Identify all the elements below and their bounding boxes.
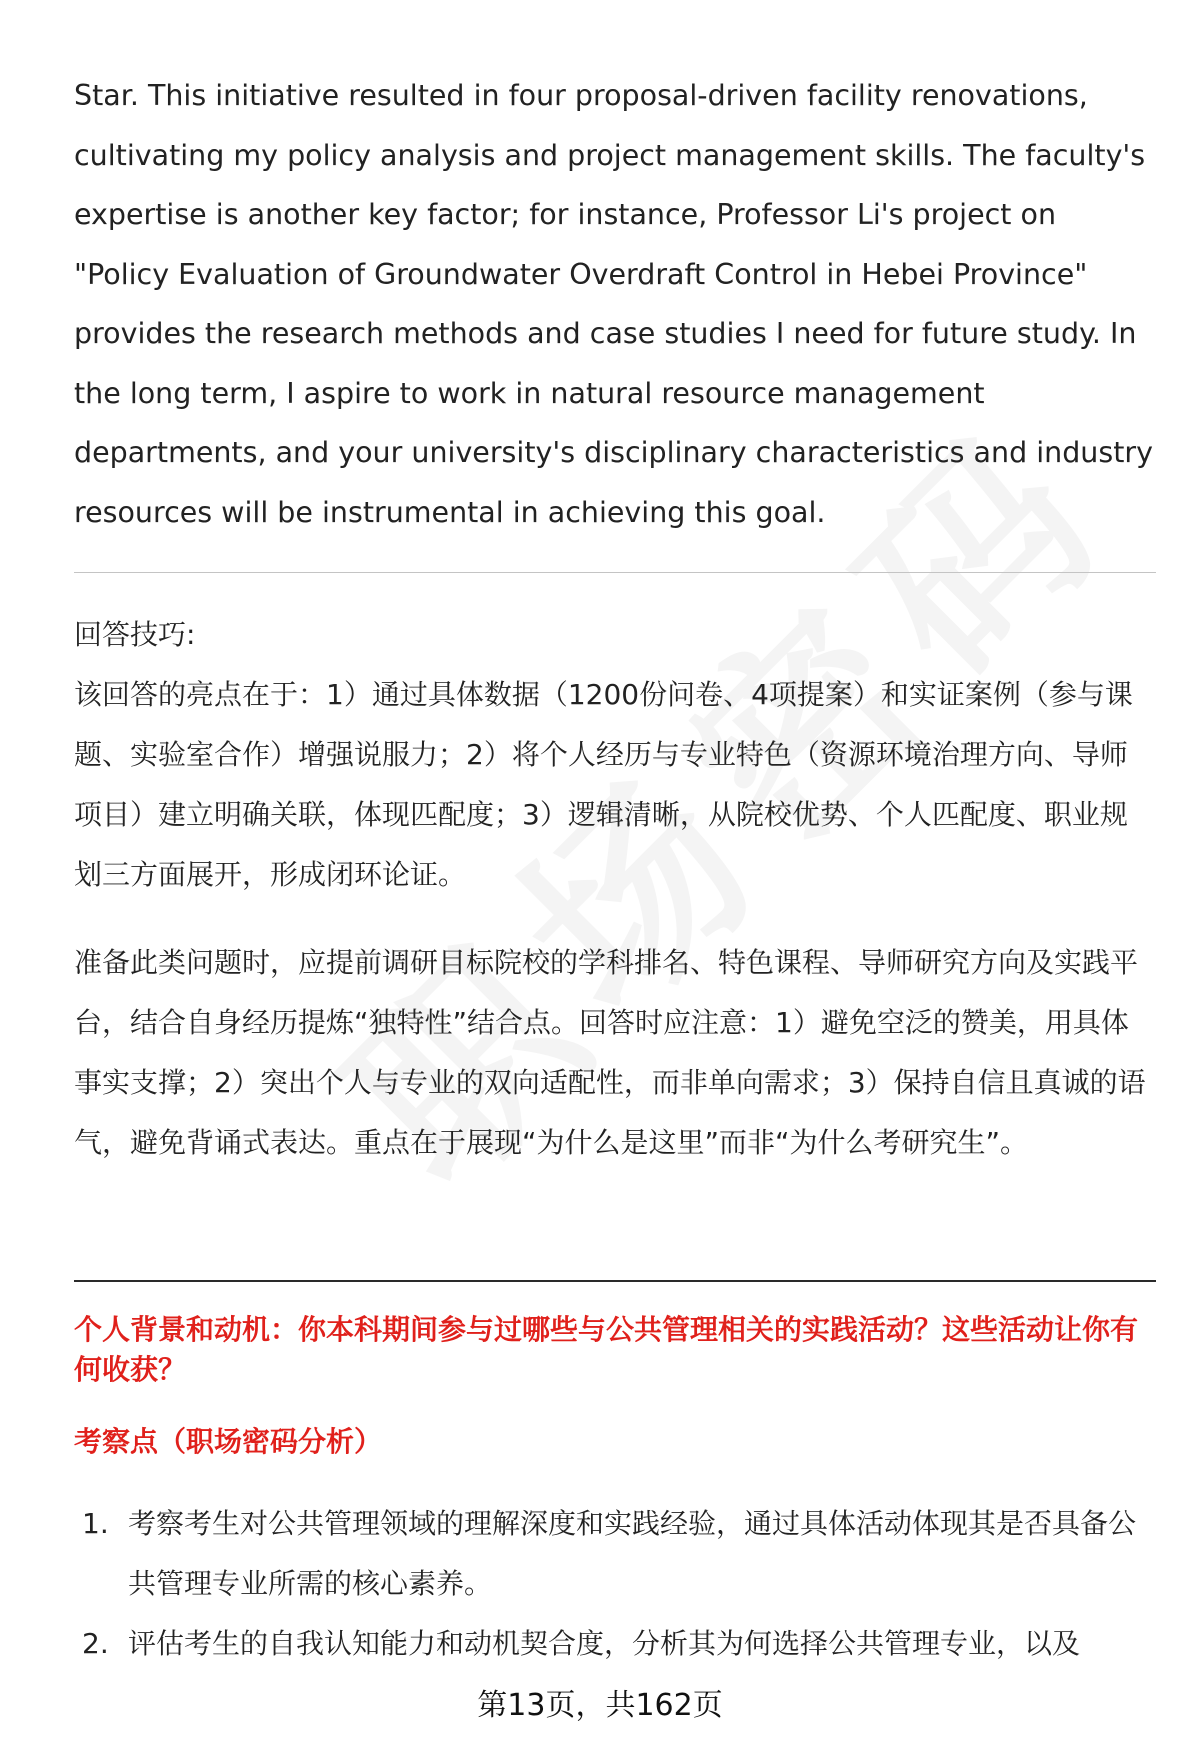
assessment-list [74, 1494, 1156, 1674]
english-paragraph: Star. This initiative resulted in four proposal-driven facility renovations, cultivating my policy analysis and project management skills. The faculty's expertise is another key factor; for instance, Professor Li's project on "Policy Evaluation of Groundwater Overdraft Control in Hebei Province" provides the research methods and case studies I need for future study. In the long term, I aspire to work in natural resource management departments, and your university's disciplinary characteristics and industry resources will be instrumental in achieving this goal. [74, 79, 1153, 529]
question-heading: 个人背景和动机：你本科期间参与过哪些与公共管理相关的实践活动？这些活动让你有何收获？ [74, 1313, 1139, 1386]
page-footer: 第13页，共162页 [477, 1688, 723, 1723]
divider-thick [74, 1280, 1156, 1282]
assessment-heading: 考察点（职场密码分析） [74, 1425, 383, 1458]
list-number: 2. [82, 1627, 109, 1660]
tips-body: 该回答的亮点在于：1）通过具体数据（1200份问卷、4项提案）和实证案例（参与课题、实验室合作）增强说服力；2）将个人经历与专业特色（资源环境治理方向、导师项目）建立明确关联，体现匹配度；3）逻辑清晰，从院校优势、个人匹配度、职业规划三方面展开，形成闭环论证。 [74, 678, 1133, 891]
list-item [74, 1494, 1156, 1614]
tips-title: 回答技巧: [74, 618, 196, 651]
list-item-text: 考察考生对公共管理领域的理解深度和实践经验，通过具体活动体现其是否具备公共管理专业所需的核心素养。 [128, 1507, 1137, 1600]
preparation-paragraph: 准备此类问题时，应提前调研目标院校的学科排名、特色课程、导师研究方向及实践平台，结合自身经历提炼“独特性”结合点。回答时应注意：1）避免空泛的赞美，用具体事实支撑；2）突出个人与专业的双向适配性，而非单向需求；3）保持自信且真诚的语气，避免背诵式表达。重点在于展现“为什么是这里”而非“为什么考研究生”。 [74, 946, 1146, 1159]
list-item-text: 评估考生的自我认知能力和动机契合度，分析其为何选择公共管理专业，以及 [128, 1627, 1081, 1660]
divider-thin [74, 572, 1156, 573]
list-number: 1. [82, 1507, 109, 1540]
list-item [74, 1614, 1156, 1674]
